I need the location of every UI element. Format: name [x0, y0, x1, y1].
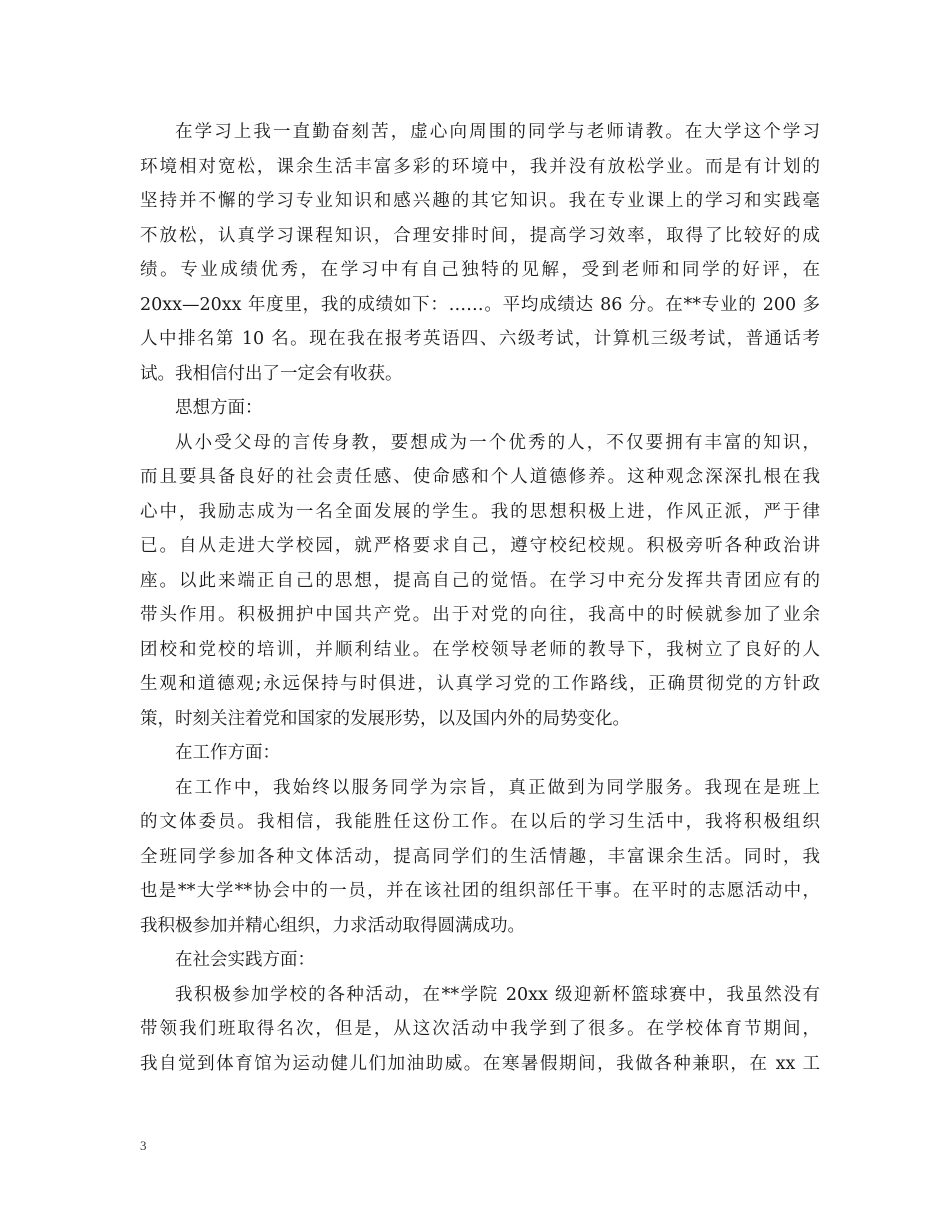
paragraph-line: 团校和党校的培训，并顺利结业。在学校领导老师的教导下，我树立了良好的人 [140, 639, 820, 660]
paragraph-line: 全班同学参加各种文体活动，提高同学们的生活情趣，丰富课余生活。同时，我 [140, 846, 820, 867]
paragraph-line: 而且要具备良好的社会责任感、使命感和个人道德修养。这种观念深深扎根在我 [140, 467, 820, 487]
paragraph-line: 也是**大学**协会中的一员，并在该社团的组织部任干事。在平时的志愿活动中， [140, 881, 820, 901]
paragraph-line: 我自觉到体育馆为运动健儿们加油助威。在寒暑假期间，我做各种兼职，在 xx 工 [140, 1053, 820, 1074]
paragraph-line: 20xx—20xx 年度里，我的成绩如下：……。平均成绩达 86 分。在**专业的 200 多 [140, 294, 820, 315]
paragraph-line: 环境相对宽松，课余生活丰富多彩的环境中，我并没有放松学业。而是有计划的 [140, 156, 820, 177]
paragraph-line: 生观和道德观;永远保持与时俱进，认真学习党的工作路线，正确贯彻党的方针政 [140, 674, 820, 694]
section-heading-social-practice: 在社会实践方面： [175, 950, 315, 970]
paragraph-line: 带头作用。积极拥护中国共产党。出于对党的向往，我高中的时候就参加了业余 [140, 605, 820, 625]
paragraph-line: 的文体委员。我相信，我能胜任这份工作。在以后的学习生活中，我将积极组织 [140, 812, 820, 832]
paragraph-line: 坚持并不懈的学习专业知识和感兴趣的其它知识。我在专业课上的学习和实践毫 [140, 191, 820, 211]
section-heading-work: 在工作方面： [175, 743, 280, 763]
paragraph-line: 不放松，认真学习课程知识，合理安排时间，提高学习效率，取得了比较好的成 [140, 225, 820, 246]
paragraph-line: 已。自从走进大学校园，就严格要求自己，遵守校纪校规。积极旁听各种政治讲 [140, 536, 820, 556]
paragraph-line: 人中排名第 10 名。现在我在报考英语四、六级考试，计算机三级考试，普通话考 [140, 329, 820, 349]
paragraph-line: 在学习上我一直勤奋刻苦，虚心向周围的同学与老师请教。在大学这个学习 [175, 122, 820, 142]
paragraph-line: 从小受父母的言传身教，要想成为一个优秀的人，不仅要拥有丰富的知识， [175, 432, 820, 453]
section-heading-thought: 思想方面： [175, 398, 263, 418]
paragraph-line: 试。我相信付出了一定会有收获。 [140, 363, 403, 384]
document-body [140, 115, 820, 1081]
paragraph-line: 心中，我励志成为一名全面发展的学生。我的思想积极上进，作风正派，严于律 [140, 501, 820, 522]
paragraph-line: 策，时刻关注着党和国家的发展形势，以及国内外的局势变化。 [140, 708, 630, 729]
paragraph-line: 座。以此来端正自己的思想，提高自己的觉悟。在学习中充分发挥共青团应有的 [140, 570, 820, 591]
paragraph-line: 我积极参加学校的各种活动，在**学院 20xx 级迎新杯篮球赛中，我虽然没有 [175, 984, 820, 1005]
paragraph-line: 带领我们班取得名次，但是，从这次活动中我学到了很多。在学校体育节期间， [140, 1019, 820, 1039]
paragraph-line: 绩。专业成绩优秀，在学习中有自己独特的见解，受到老师和同学的好评，在 [140, 260, 820, 280]
page-number: 3 [140, 1138, 147, 1153]
paragraph-line: 在工作中，我始终以服务同学为宗旨，真正做到为同学服务。我现在是班上 [175, 777, 820, 798]
paragraph-line: 我积极参加并精心组织，力求活动取得圆满成功。 [140, 915, 525, 936]
